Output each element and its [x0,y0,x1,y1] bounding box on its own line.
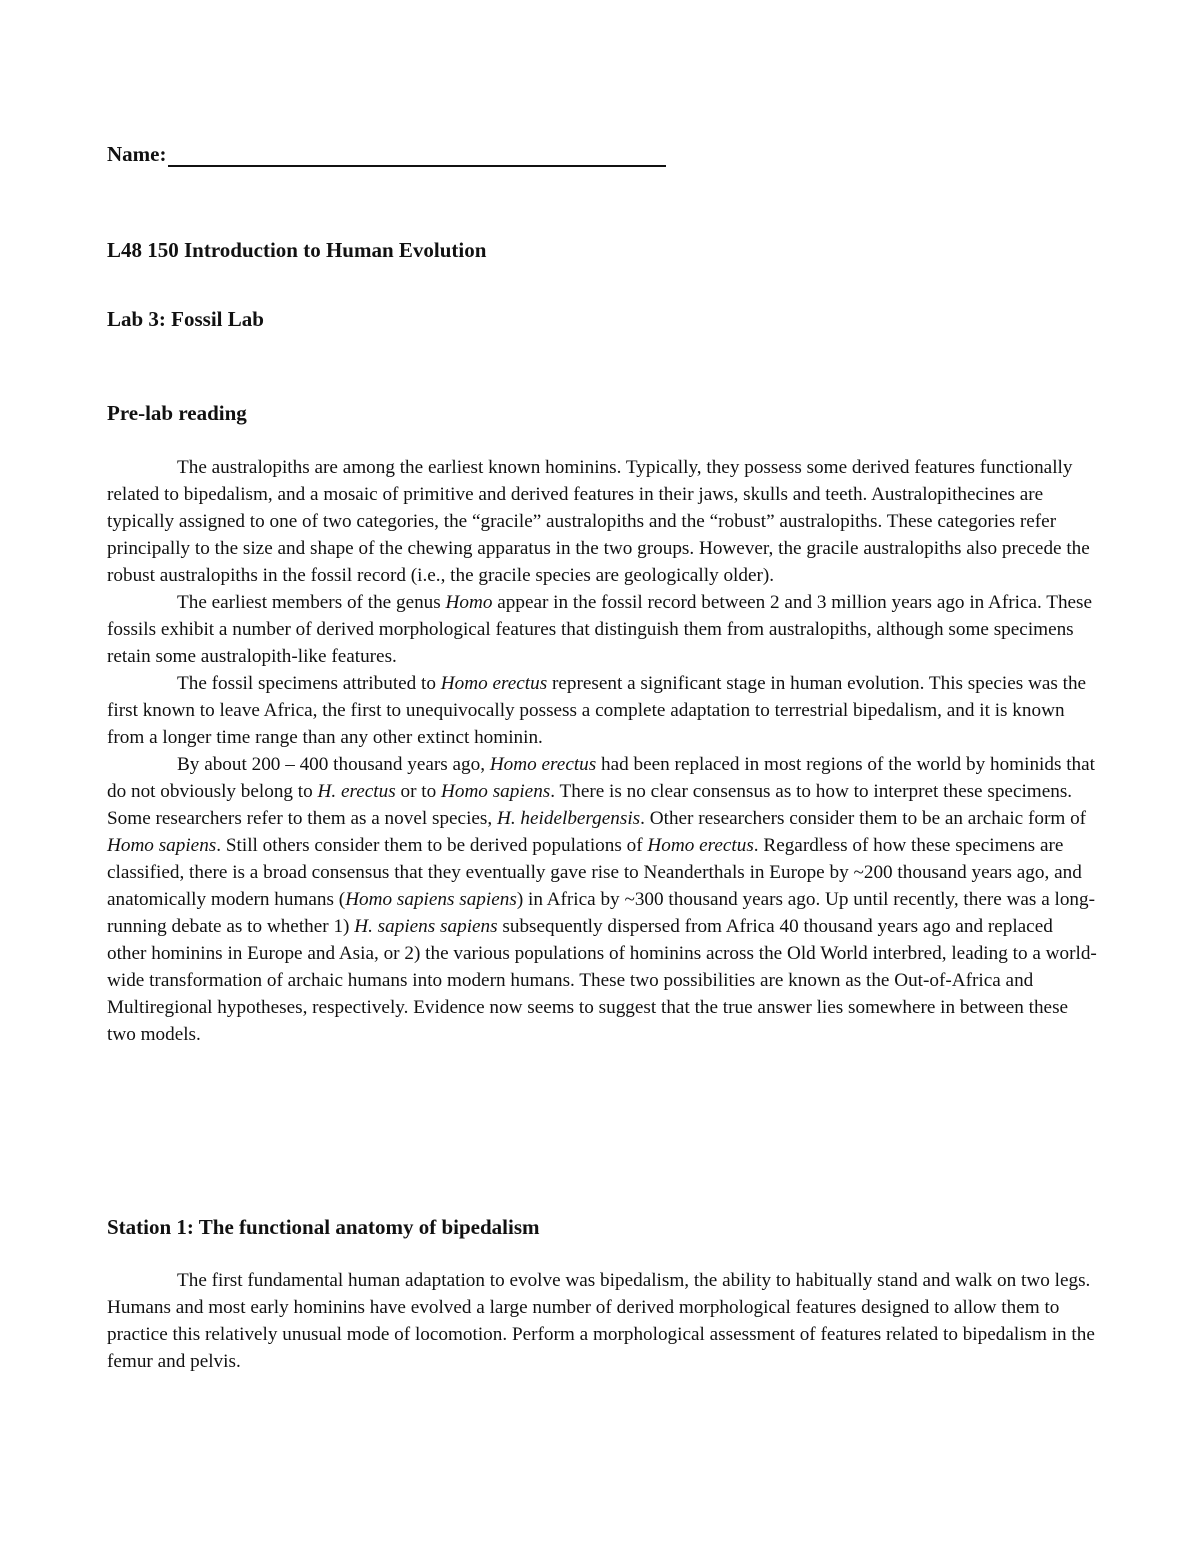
lab-title: Lab 3: Fossil Lab [107,307,264,331]
prelab-body [107,454,1097,1048]
station-1-body [107,1267,1097,1375]
prelab-paragraph-3: The fossil specimens attributed to Homo erectus represent a significant stage in human evolution. This species was the first known to leave Africa, the first to unequivocally possess a complete adaptation to terrestrial bipedalism, and it is known from a longer time range than any other extinct hominin. [107,673,1087,748]
document-page [107,0,1097,1553]
station-1-paragraph: The first fundamental human adaptation to evolve was bipedalism, the ability to habitually stand and walk on two legs. Humans and most early hominins have evolved a large number of derived morphological features designed to allow them to practice this relatively unusual mode of locomotion. Perform a morphological assessment of features related to bipedalism in the femur and pelvis. [107,1270,1095,1372]
station-1-heading: Station 1: The functional anatomy of bipedalism [107,1215,540,1239]
name-label: Name: [107,142,167,166]
prelab-paragraph-4: By about 200 – 400 thousand years ago, Homo erectus had been replaced in most regions of the world by hominids that do not obviously belong to H. erectus or to Homo sapiens. There is no clear consensus as to how to interpret these specimens. Some researchers refer to them as a novel species, H. heidelbergensis. Other researchers consider them to be an archaic form of Homo sapiens. Still others consider them to be derived populations of Homo erectus. Regardless of how these specimens are classified, there is a broad consensus that they eventually gave rise to Neanderthals in Europe by ~200 thousand years ago, and anatomically modern humans (Homo sapiens sapiens) in Africa by ~300 thousand years ago. Up until recently, there was a long-running debate as to whether 1) H. sapiens sapiens subsequently dispersed from Africa 40 thousand years ago and replaced other hominins in Europe and Asia, or 2) the various populations of hominins across the Old World interbred, leading to a world-wide transformation of archaic humans into modern humans. These two possibilities are known as the Out-of-Africa and Multiregional hypotheses, respectively. Evidence now seems to suggest that the true answer lies somewhere in between these two models. [107,754,1097,1045]
course-title: L48 150 Introduction to Human Evolution [107,238,487,262]
prelab-paragraph-2: The earliest members of the genus Homo appear in the fossil record between 2 and 3 million years ago in Africa. These fossils exhibit a number of derived morphological features that distinguish them from australopiths, although some specimens retain some australopith-like features. [107,592,1093,667]
prelab-heading: Pre-lab reading [107,401,247,425]
name-field-row [107,142,666,167]
name-blank-line [168,143,666,167]
prelab-paragraph-1: The australopiths are among the earliest known hominins. Typically, they possess some derived features functionally related to bipedalism, and a mosaic of primitive and derived features in their jaws, skulls and teeth. Australopithecines are typically assigned to one of two categories, the “gracile” australopiths and the “robust” australopiths. These categories refer principally to the size and shape of the chewing apparatus in the two groups. However, the gracile australopiths also precede the robust australopiths in the fossil record (i.e., the gracile species are geologically older). [107,457,1090,586]
